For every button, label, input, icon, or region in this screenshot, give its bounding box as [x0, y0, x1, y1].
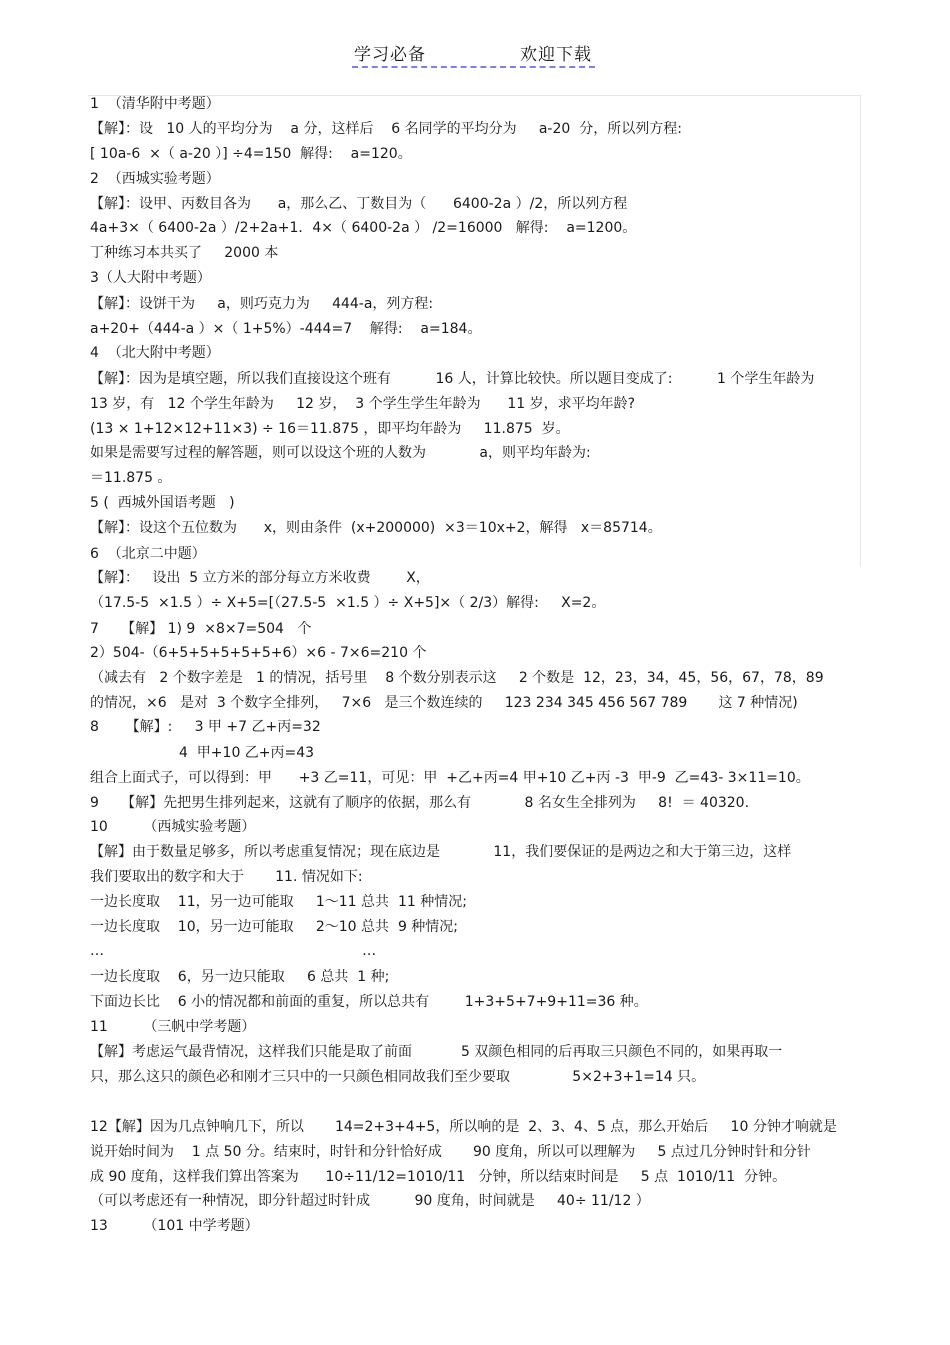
text-line: 【解】考虑运气最背情况，这样我们只能是取了前面 5 双颜色相同的后再取三只颜色不同的，如果再取一	[90, 1044, 783, 1060]
text-line: 5 ( 西城外国语考题 )	[90, 495, 235, 511]
text-line: 3（人大附中考题）	[90, 270, 211, 286]
text-line: (13 × 1+12×12+11×3) ÷ 16＝11.875 ，即平均年龄为 11.875 岁。	[90, 421, 570, 437]
text-line: （减去有 2 个数字差是 1 的情况，括号里 8 个数分别表示这 2 个数是 12，23，34，45，56，67，78，89	[90, 670, 824, 686]
text-line: 组合上面式子，可以得到：甲 +3 乙=11，可见：甲 +乙+丙=4 甲+10 乙+丙 -3 甲-9 乙=43- 3×11=10。	[90, 770, 810, 786]
text-line: 2）504-（6+5+5+5+5+5+6）×6 - 7×6=210 个	[90, 645, 427, 661]
text-line: 13 （101 中学考题）	[90, 1218, 259, 1234]
text-line: 4 甲+10 乙+丙=43	[90, 745, 315, 761]
text-line: 9 【解】先把男生排列起来，这就有了顺序的依据，那么有 8 名女生全排列为 8! ＝ 40320.	[90, 795, 750, 811]
text-line: 只，那么这只的颜色必和刚才三只中的一只颜色相同故我们至少要取 5×2+3+1=14 只。	[90, 1069, 706, 1085]
text-line: 一边长度取 6，另一边只能取 6 总共 1 种;	[90, 969, 390, 985]
text-line: 7 【解】 1) 9 ×8×7=504 个	[90, 621, 312, 637]
text-line: 一边长度取 11，另一边可能取 1～11 总共 11 种情况;	[90, 894, 467, 910]
header-right-text: 欢迎下载	[520, 45, 592, 65]
text-line: 【解】：设饼干为 a，则巧克力为 444-a，列方程:	[90, 296, 434, 312]
text-line: … …	[90, 943, 377, 959]
text-line: 【解】： 设出 5 立方米的部分每立方米收费 X，	[90, 570, 430, 586]
text-line: 8 【解】: 3 甲 +7 乙+丙=32	[90, 719, 321, 735]
text-line: [ 10a-6 ×（ a-20 ）] ÷4=150 解得: a=120。	[90, 146, 412, 162]
text-line: 如果是需要写过程的解答题，则可以设这个班的人数为 a，则平均年龄为:	[90, 445, 591, 461]
text-line: （可以考虑还有一种情况，即分针超过时针成 90 度角，时间就是 40÷ 11/12 ）	[90, 1193, 650, 1209]
text-line: 的情况，×6 是对 3 个数字全排列， 7×6 是三个数连续的 123 234 345 456 567 789 这 7 种情况)	[90, 695, 798, 711]
text-line: 一边长度取 10，另一边可能取 2～10 总共 9 种情况;	[90, 919, 459, 935]
text-line: a+20+（444-a ）×（ 1+5%）-444=7 解得: a=184。	[90, 321, 482, 337]
text-line: ＝11.875 。	[90, 470, 172, 486]
text-line: 丁种练习本共买了 2000 本	[90, 245, 279, 261]
text-line: 成 90 度角，这样我们算出答案为 10÷11/12=1010/11 分钟，所以结束时间是 5 点 1010/11 分钟。	[90, 1169, 787, 1185]
text-line: 12【解】因为几点钟响几下，所以 14=2+3+4+5，所以响的是 2、3、4、5 点，那么开始后 10 分钟才响就是	[90, 1119, 837, 1135]
text-line: 11 （三帆中学考题）	[90, 1019, 256, 1035]
text-line: （17.5-5 ×1.5 ）÷ X+5=[（27.5-5 ×1.5 ）÷ X+5]×（ 2/3）解得: X=2。	[90, 595, 606, 611]
page-header	[352, 40, 595, 68]
text-line: 我们要取出的数字和大于 11. 情况如下:	[90, 869, 363, 885]
frame-right-border	[860, 95, 861, 567]
header-left-text: 学习必备	[354, 45, 426, 65]
text-line: 1 （清华附中考题）	[90, 96, 220, 112]
text-line: 【解】由于数量足够多，所以考虑重复情况；现在底边是 11，我们要保证的是两边之和大于第三边，这样	[90, 844, 792, 860]
text-line: 13 岁，有 12 个学生年龄为 12 岁， 3 个学生学生年龄为 11 岁，求平均年龄?	[90, 396, 636, 412]
text-line: 4a+3×（ 6400-2a ）/2+2a+1．4×（ 6400-2a ） /2=16000 解得: a=1200。	[90, 220, 637, 236]
text-line: 【解】：因为是填空题，所以我们直接设这个班有 16 人，计算比较快。所以题目变成了: 1 个学生年龄为	[90, 371, 815, 387]
text-line: 【解】：设 10 人的平均分为 a 分，这样后 6 名同学的平均分为 a-20 分，所以列方程:	[90, 121, 682, 137]
text-line: 【解】：设这个五位数为 x，则由条件 (x+200000) ×3＝10x+2，解得 x＝85714。	[90, 520, 662, 536]
text-line: 10 （西城实验考题）	[90, 819, 256, 835]
text-line: 2 （西城实验考题）	[90, 171, 220, 187]
text-line: 6 （北京二中题）	[90, 546, 206, 562]
text-line: 4 （北大附中考题）	[90, 345, 220, 361]
text-line: 下面边长比 6 小的情况都和前面的重复，所以总共有 1+3+5+7+9+11=36 种。	[90, 994, 648, 1010]
text-line: 【解】：设甲、丙数目各为 a，那么乙、丁数目为（ 6400-2a ）/2，所以列方程	[90, 196, 628, 212]
text-line: 说开始时间为 1 点 50 分。结束时，时针和分针恰好成 90 度角，所以可以理解为 5 点过几分钟时针和分针	[90, 1144, 811, 1160]
